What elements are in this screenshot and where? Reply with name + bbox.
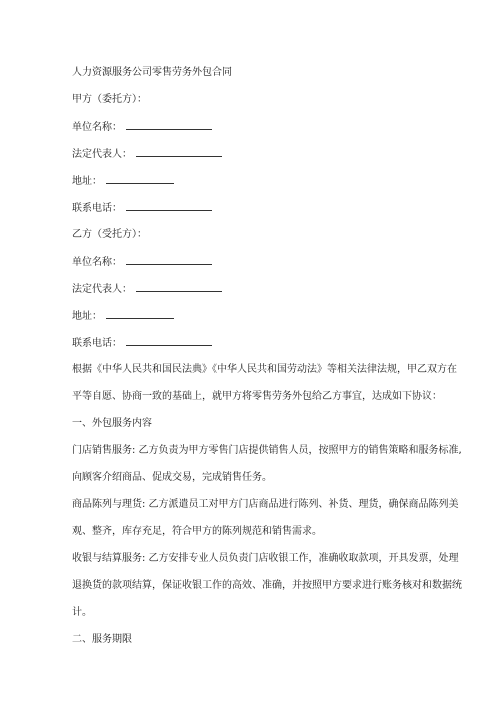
party-b-company-label: 单位名称： [72, 257, 122, 268]
item-3-line-3: 计。 [72, 607, 92, 618]
party-b-company-blank [126, 255, 212, 265]
party-b-phone-label: 联系电话： [72, 338, 122, 349]
party-a-phone-label: 联系电话： [72, 203, 122, 214]
party-a-rep-blank [136, 147, 222, 157]
party-a-company-row [72, 120, 212, 134]
party-b-rep-row [72, 282, 222, 296]
party-a-phone-blank [126, 201, 212, 211]
item-2-line-2: 观、整齐，库存充足，符合甲方的陈列规范和销售需求。 [72, 526, 322, 537]
party-a-heading: 甲方（委托方）： [72, 94, 147, 105]
party-a-company-blank [126, 120, 212, 130]
section-1-heading: 一、外包服务内容 [72, 418, 152, 429]
party-b-phone-row [72, 336, 212, 350]
party-a-address-row [72, 174, 174, 188]
party-a-address-label: 地址： [72, 176, 102, 187]
document-title: 人力资源服务公司零售劳务外包合同 [72, 67, 232, 78]
item-2-line-1: 商品陈列与理货: 乙方派遣员工对甲方门店商品进行陈列、补货、理货，确保商品陈列美 [72, 499, 459, 510]
intro-paragraph-line-1: 根据《中华人民共和国民法典》《中华人民共和国劳动法》等相关法律法规，甲乙双方在 [72, 364, 457, 375]
section-2-heading: 二、服务期限 [72, 634, 132, 645]
party-a-company-label: 单位名称： [72, 122, 122, 133]
item-1-line-2: 向顾客介绍商品、促成交易，完成销售任务。 [72, 472, 272, 483]
party-b-address-blank [106, 309, 174, 319]
item-3-line-2: 退换货的款项结算，保证收银工作的高效、准确，并按照甲方要求进行账务核对和数据统 [72, 580, 462, 591]
party-a-phone-row [72, 201, 212, 215]
intro-paragraph-line-2: 平等自愿、协商一致的基础上，就甲方将零售劳务外包给乙方事宜，达成如下协议： [72, 391, 442, 402]
item-1-line-1: 门店销售服务: 乙方负责为甲方零售门店提供销售人员，按照甲方的销售策略和服务标准, [72, 445, 462, 456]
party-b-phone-blank [126, 336, 212, 346]
party-a-address-blank [106, 174, 174, 184]
party-b-address-label: 地址： [72, 311, 102, 322]
party-b-address-row [72, 309, 174, 323]
item-3-line-1: 收银与结算服务: 乙方安排专业人员负责门店收银工作，准确收取款项，开具发票，处理 [72, 553, 459, 564]
party-a-rep-label: 法定代表人： [72, 149, 132, 160]
party-a-rep-row [72, 147, 222, 161]
party-b-company-row [72, 255, 212, 269]
party-b-heading: 乙方（受托方）： [72, 229, 147, 240]
party-b-rep-blank [136, 282, 222, 292]
party-b-rep-label: 法定代表人： [72, 284, 132, 295]
